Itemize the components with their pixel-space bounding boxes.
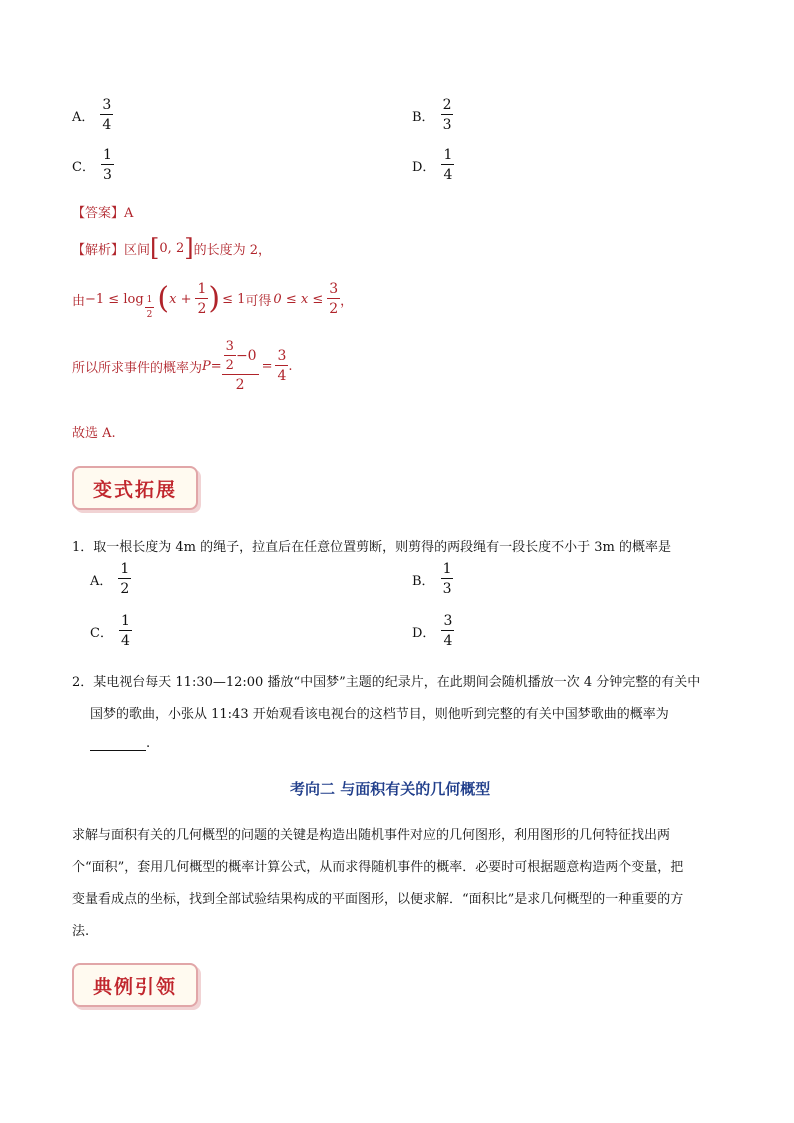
banner-text: 变式拓展 bbox=[92, 478, 177, 501]
paragraph-line-1: 求解与面积有关的几何概型的问题的关键是构造出随机事件对应的几何图形，利用图形的几何特征找出两 bbox=[72, 828, 671, 843]
option-b bbox=[412, 98, 453, 132]
inequality: ≤ 1 bbox=[222, 291, 246, 307]
section-title: 考向二 与面积有关的几何概型 bbox=[290, 780, 491, 798]
fraction bbox=[119, 614, 132, 648]
result-fraction bbox=[327, 282, 340, 316]
answer-tag: 【答案】 bbox=[72, 206, 125, 221]
option-a bbox=[90, 562, 131, 596]
denominator: 2 bbox=[197, 301, 207, 317]
answer-value: A bbox=[124, 206, 134, 221]
denominator: 2 bbox=[329, 301, 339, 317]
option-label: D． bbox=[412, 159, 436, 175]
numerator: 1 bbox=[120, 613, 130, 629]
denominator: 4 bbox=[102, 117, 112, 133]
numerator bbox=[222, 340, 259, 375]
analysis-text: . bbox=[288, 358, 293, 374]
option-c bbox=[72, 148, 114, 182]
option-c bbox=[90, 614, 132, 648]
option-label: B． bbox=[412, 573, 435, 589]
analysis-text: 的长度为 2， bbox=[193, 242, 271, 258]
denominator: 2 bbox=[235, 377, 245, 393]
exercise-2-blank-line bbox=[90, 736, 150, 751]
right-bracket: ] bbox=[184, 234, 194, 262]
numerator: 1 bbox=[145, 296, 155, 308]
numerator: 1 bbox=[197, 281, 207, 297]
denominator: 2 bbox=[146, 310, 153, 320]
analysis-text: ， bbox=[340, 293, 354, 309]
argument-fraction bbox=[195, 282, 208, 316]
numerator: 1 bbox=[120, 561, 130, 577]
left-bracket: [ bbox=[150, 234, 160, 262]
exercise-2-line-2: 国梦的歌曲，小张从 11:43 开始观看该电视台的这档节目，则他听到完整的有关中国梦歌曲的概率为 bbox=[90, 707, 669, 722]
numerator: 3 bbox=[102, 97, 112, 113]
inequality: 0 ≤ x ≤ bbox=[273, 291, 324, 307]
numerator: 2 bbox=[442, 97, 452, 113]
answer-blank bbox=[90, 738, 146, 751]
fraction bbox=[101, 148, 114, 182]
result-fraction bbox=[275, 349, 288, 383]
option-d bbox=[412, 148, 454, 182]
fraction bbox=[118, 562, 131, 596]
fraction bbox=[441, 148, 454, 182]
inequality: −1 ≤ log bbox=[85, 291, 144, 307]
banner-text: 典例引领 bbox=[92, 975, 177, 998]
analysis-text: 由 bbox=[72, 293, 86, 309]
analysis-line-4: 故选 A. bbox=[72, 426, 116, 441]
interval-value: 0, 2 bbox=[159, 240, 185, 256]
option-b bbox=[412, 562, 453, 596]
denominator: 4 bbox=[443, 167, 453, 183]
inner-fraction bbox=[224, 340, 236, 372]
analysis-tag: 【解析】 bbox=[72, 242, 125, 258]
option-label: D． bbox=[412, 625, 436, 641]
paragraph-line-4: 法. bbox=[72, 924, 90, 939]
denominator: 3 bbox=[102, 167, 112, 183]
fraction bbox=[441, 98, 454, 132]
analysis-text: 可得 bbox=[245, 293, 272, 309]
analysis-line-3 bbox=[72, 340, 293, 392]
answer-line bbox=[72, 202, 133, 221]
numerator: 1 bbox=[442, 561, 452, 577]
inner-rest: −0 bbox=[235, 348, 257, 364]
denominator: 2 bbox=[120, 581, 130, 597]
exercise-1-question: 1．取一根长度为 4m 的绳子，拉直后在任意位置剪断，则剪得的两段绳有一段长度不小于 3m 的概率是 bbox=[72, 540, 671, 555]
analysis-line-1 bbox=[72, 236, 271, 260]
left-paren: ( bbox=[157, 281, 170, 316]
fraction bbox=[441, 562, 454, 596]
paragraph-line-3: 变量看成点的坐标，找到全部试验结果构成的平面图形，以便求解．“面积比”是求几何概型的一种重要的方 bbox=[72, 892, 684, 907]
option-d bbox=[412, 614, 454, 648]
right-paren: ) bbox=[208, 281, 221, 316]
log-base-fraction bbox=[145, 296, 155, 320]
numerator: 3 bbox=[225, 339, 234, 354]
denominator: 2 bbox=[225, 358, 234, 373]
banner-variant-extension bbox=[72, 466, 198, 510]
analysis-text: 区间 bbox=[124, 242, 151, 258]
denominator: 3 bbox=[442, 581, 452, 597]
analysis-text: 所以所求事件的概率为 bbox=[72, 360, 203, 376]
denominator: 4 bbox=[120, 633, 130, 649]
log-argument: x + bbox=[169, 291, 192, 307]
fraction bbox=[441, 614, 454, 648]
fraction bbox=[100, 98, 113, 132]
option-label: C． bbox=[72, 159, 95, 175]
analysis-line-2 bbox=[72, 278, 353, 320]
numerator: 3 bbox=[329, 281, 339, 297]
equals-sign: = bbox=[261, 358, 273, 374]
numerator: 3 bbox=[443, 613, 453, 629]
numerator: 1 bbox=[102, 147, 112, 163]
probability-fraction bbox=[222, 340, 259, 392]
option-label: B． bbox=[412, 109, 435, 125]
numerator: 1 bbox=[443, 147, 453, 163]
denominator: 4 bbox=[443, 633, 453, 649]
banner-example-guide bbox=[72, 963, 198, 1007]
option-label: A． bbox=[90, 573, 113, 589]
option-label: C． bbox=[90, 625, 113, 641]
probability-label: P= bbox=[202, 358, 222, 374]
exercise-2-line-1: 2．某电视台每天 11:30—12:00 播放“中国梦”主题的纪录片，在此期间会随机播放一次 4 分钟完整的有关中 bbox=[72, 675, 701, 690]
option-label: A． bbox=[72, 109, 95, 125]
denominator: 4 bbox=[277, 368, 287, 384]
paragraph-line-2: 个“面积”，套用几何概型的概率计算公式，从而求得随机事件的概率．必要时可根据题意构造两个变量，把 bbox=[72, 860, 684, 875]
blank-end: . bbox=[146, 736, 151, 751]
option-a bbox=[72, 98, 113, 132]
denominator: 3 bbox=[442, 117, 452, 133]
numerator: 3 bbox=[277, 348, 287, 364]
